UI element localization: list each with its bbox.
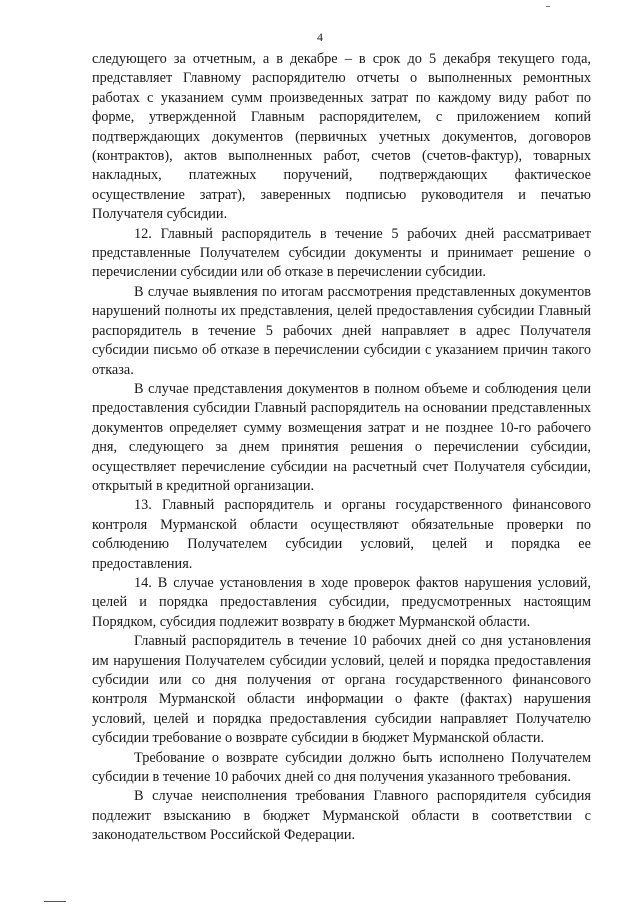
paragraph-transfer-case: В случае представления документов в полном объеме и соблюдения цели предоставления субсидии Главный распорядитель на основании представленных документов определяет сумму возмещения затрат и не позднее 10-го рабочего дня, следующего за днем принятия решения о перечислении субсидии, осуществляет перечисление субсидии на расчетный счет Получателя субсидии, открытый в кредитной организации. [92,380,591,494]
paragraph-demand-deadline: Требование о возврате субсидии должно быть исполнено Получателем субсидии в течение 10 рабочих дней со дня получения указанного требования. [92,749,591,786]
paragraph-item-12: 12. Главный распорядитель в течение 5 рабочих дней рассматривает представленные Получателем субсидии документы и принимает решение о перечислении субсидии или об отказе в перечислении субсидии. [92,225,591,281]
document-body [92,50,591,846]
paragraph-item-14: 14. В случае установления в ходе проверок фактов нарушения условий, целей и порядка предоставления субсидии, предусмотренных настоящим Порядком, субсидия подлежит возврату в бюджет Мурманской области. [92,574,591,630]
paragraph-continuation: следующего за отчетным, а в декабре – в срок до 5 декабря текущего года, представляет Главному распорядителю отчеты о выполненных ремонтных работах с указанием сумм произведенных затрат по каждому виду работ по форме, утвержденной Главным распорядителем, с приложением копий подтверждающих документов (первичных учетных документов, договоров (контрактов), актов выполненных работ, счетов (счетов-фактур), товарных накладных, платежных поручений, подтверждающих фактическое осуществление затрат), заверенных подписью руководителя и печатью Получателя субсидии. [92,51,591,223]
paragraph-return-demand: Главный распорядитель в течение 10 рабочих дней со дня установления им нарушения Получателем субсидии условий, целей и порядка предоставления субсидии или со дня получения от органа государственного финансового контроля Мурманской области информации о факте (фактах) нарушения условий, целей и порядка предоставления субсидии направляет Получателю субсидии требование о возврате субсидии в бюджет Мурманской области. [92,633,591,747]
paragraph-item-13: 13. Главный распорядитель и органы государственного финансового контроля Мурманской области осуществляют обязательные проверки по соблюдению Получателем субсидии условий, целей и порядка ее предоставления. [92,497,591,572]
paragraph-refusal-case: В случае выявления по итогам рассмотрения представленных документов нарушений полноты их представления, целей предоставления субсидии Главный распорядитель в течение 5 рабочих дней направляет в адрес Получателя субсидии письмо об отказе в перечислении субсидии с указанием причин такого отказа. [92,283,591,378]
scan-mark [44,901,66,902]
page-number: 4 [317,30,323,44]
scan-mark [546,6,550,7]
paragraph-enforcement: В случае неисполнения требования Главного распорядителя субсидия подлежит взысканию в бюджет Мурманской области в соответствии с законодательством Российской Федерации. [92,788,591,844]
